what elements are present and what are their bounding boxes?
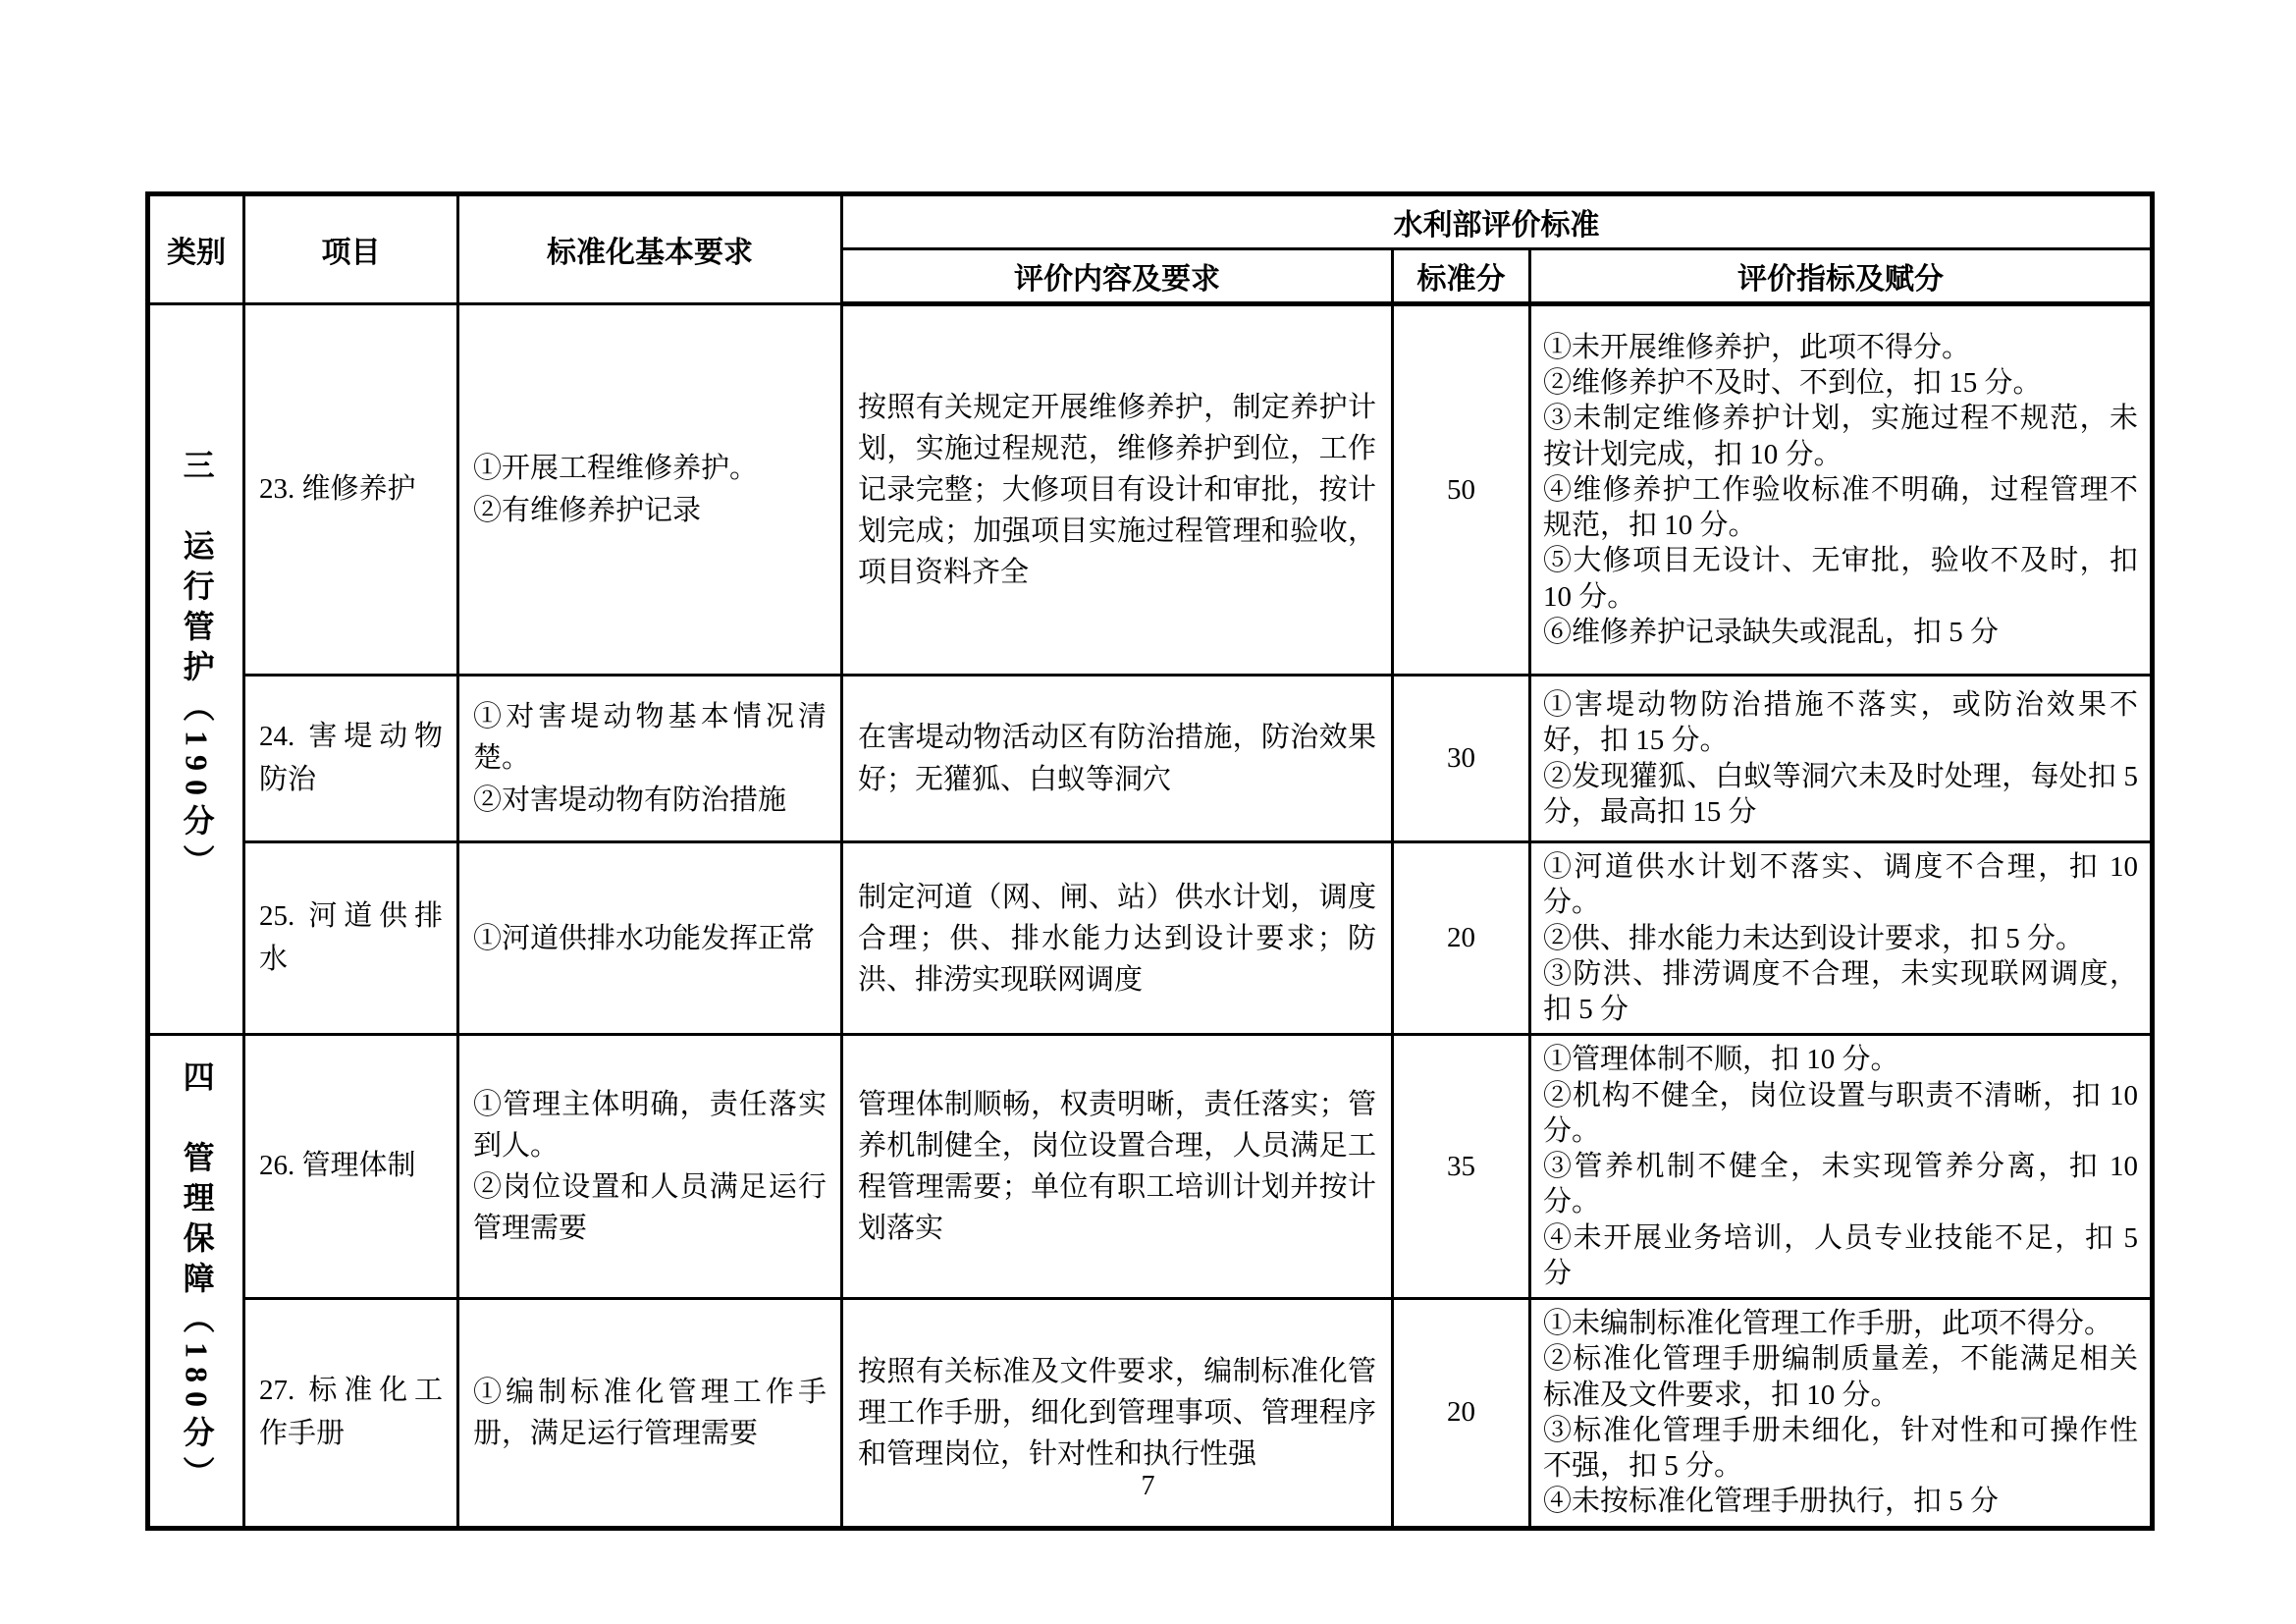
page-number: 7 xyxy=(1141,1471,1155,1501)
basic-req-cell xyxy=(458,842,842,1035)
basic-req-line: ①管理主体明确，责任落实到人。 xyxy=(473,1089,827,1163)
indicator-line: ③防洪、排涝调度不合理，未实现联网调度，扣 5 分 xyxy=(1543,957,2139,1025)
indicator-line: ⑤大修项目无设计、无审批，验收不及时，扣 10 分。 xyxy=(1543,545,2139,613)
header-basic-req: 标准化基本要求 xyxy=(458,194,842,304)
score-cell: 50 xyxy=(1393,304,1530,676)
indicator-line: ④未开展业务培训，人员专业技能不足，扣 5 分 xyxy=(1543,1221,2139,1289)
basic-req-line: ①对害堤动物基本情况清楚。 xyxy=(473,701,827,775)
table-body xyxy=(148,304,2153,1529)
indicator-line: ①管理体制不顺，扣 10 分。 xyxy=(1543,1044,1899,1076)
header-content: 评价内容及要求 xyxy=(842,249,1393,304)
item-cell: 23. 维修养护 xyxy=(244,304,458,676)
category-cell xyxy=(148,304,244,1035)
header-score: 标准分 xyxy=(1393,249,1530,304)
score-cell: 35 xyxy=(1393,1035,1530,1299)
indicators-cell xyxy=(1530,304,2153,676)
indicator-line: ②机构不健全，岗位设置与职责不清晰，扣 10 分。 xyxy=(1543,1079,2139,1147)
indicator-line: ①未开展维修养护，此项不得分。 xyxy=(1543,331,1971,363)
indicators-cell xyxy=(1530,676,2153,842)
score-cell: 30 xyxy=(1393,676,1530,842)
basic-req-line: ①河道供排水功能发挥正常 xyxy=(473,922,816,954)
basic-req-line: ②有维修养护记录 xyxy=(473,494,702,526)
evaluation-table xyxy=(145,191,2155,1531)
table-row xyxy=(148,1035,2153,1299)
content-cell: 管理体制顺畅，权责明晰，责任落实；管养机制健全，岗位设置合理，人员满足工程管理需要；单位有职工培训计划并按计划落实 xyxy=(842,1035,1393,1299)
score-cell: 20 xyxy=(1393,1299,1530,1529)
indicator-line: ③管养机制不健全，未实现管养分离，扣 10 分。 xyxy=(1543,1151,2139,1218)
item-cell: 25. 河道供排水 xyxy=(244,842,458,1035)
basic-req-line: ②对害堤动物有防治措施 xyxy=(473,784,787,816)
item-cell: 27. 标准化工作手册 xyxy=(244,1299,458,1529)
category-label: 三 运行管护（190分） xyxy=(179,449,215,886)
header-row-1 xyxy=(148,194,2153,249)
item-cell: 26. 管理体制 xyxy=(244,1035,458,1299)
basic-req-line: ②岗位设置和人员满足运行管理需要 xyxy=(473,1171,827,1245)
table-row xyxy=(148,676,2153,842)
content-cell: 在害堤动物活动区有防治措施，防治效果好；无獾狐、白蚁等洞穴 xyxy=(842,676,1393,842)
indicator-line: ③未制定维修养护计划，实施过程不规范，未按计划完成，扣 10 分。 xyxy=(1543,403,2139,470)
basic-req-cell xyxy=(458,1035,842,1299)
indicator-line: ②发现獾狐、白蚁等洞穴未及时处理，每处扣 5 分，最高扣 15 分 xyxy=(1543,760,2139,828)
item-cell: 24. 害堤动物防治 xyxy=(244,676,458,842)
indicator-line: ④未按标准化管理手册执行，扣 5 分 xyxy=(1543,1486,2000,1518)
basic-req-line: ①开展工程维修养护。 xyxy=(473,453,759,485)
indicator-line: ①河道供水计划不落实、调度不合理，扣 10 分。 xyxy=(1543,851,2139,919)
table-row xyxy=(148,842,2153,1035)
indicator-line: ④维修养护工作验收标准不明确，过程管理不规范，扣 10 分。 xyxy=(1543,473,2139,542)
score-cell: 20 xyxy=(1393,842,1530,1035)
basic-req-line: ①编制标准化管理工作手册，满足运行管理需要 xyxy=(473,1376,827,1449)
indicator-line: ⑥维修养护记录缺失或混乱，扣 5 分 xyxy=(1543,616,2000,648)
indicator-line: ①未编制标准化管理工作手册，此项不得分。 xyxy=(1543,1308,2113,1339)
indicator-line: ②维修养护不及时、不到位，扣 15 分。 xyxy=(1543,367,2042,400)
header-category: 类别 xyxy=(148,194,244,304)
content-cell: 按照有关标准及文件要求，编制标准化管理工作手册，细化到管理事项、管理程序和管理岗位，针对性和执行性强 xyxy=(842,1299,1393,1529)
indicator-line: ③标准化管理手册未细化，针对性和可操作性不强，扣 5 分。 xyxy=(1543,1414,2139,1482)
basic-req-cell xyxy=(458,304,842,676)
header-indicators: 评价指标及赋分 xyxy=(1530,249,2153,304)
indicator-line: ①害堤动物防治措施不落实，或防治效果不好，扣 15 分。 xyxy=(1543,689,2139,757)
category-label: 四 管理保障（180分） xyxy=(179,1059,215,1496)
indicators-cell xyxy=(1530,842,2153,1035)
indicator-line: ②标准化管理手册编制质量差，不能满足相关标准及文件要求，扣 10 分。 xyxy=(1543,1343,2139,1411)
table-row xyxy=(148,304,2153,676)
content-cell: 按照有关规定开展维修养护，制定养护计划，实施过程规范，维修养护到位，工作记录完整；大修项目有设计和审批，按计划完成；加强项目实施过程管理和验收，项目资料齐全 xyxy=(842,304,1393,676)
basic-req-cell xyxy=(458,676,842,842)
category-cell xyxy=(148,1035,244,1528)
content-cell: 制定河道（网、闸、站）供水计划，调度合理；供、排水能力达到设计要求；防洪、排涝实现联网调度 xyxy=(842,842,1393,1035)
header-item: 项目 xyxy=(244,194,458,304)
indicator-line: ②供、排水能力未达到设计要求，扣 5 分。 xyxy=(1543,922,2085,954)
header-ministry-standard: 水利部评价标准 xyxy=(842,194,2153,249)
indicators-cell xyxy=(1530,1035,2153,1299)
